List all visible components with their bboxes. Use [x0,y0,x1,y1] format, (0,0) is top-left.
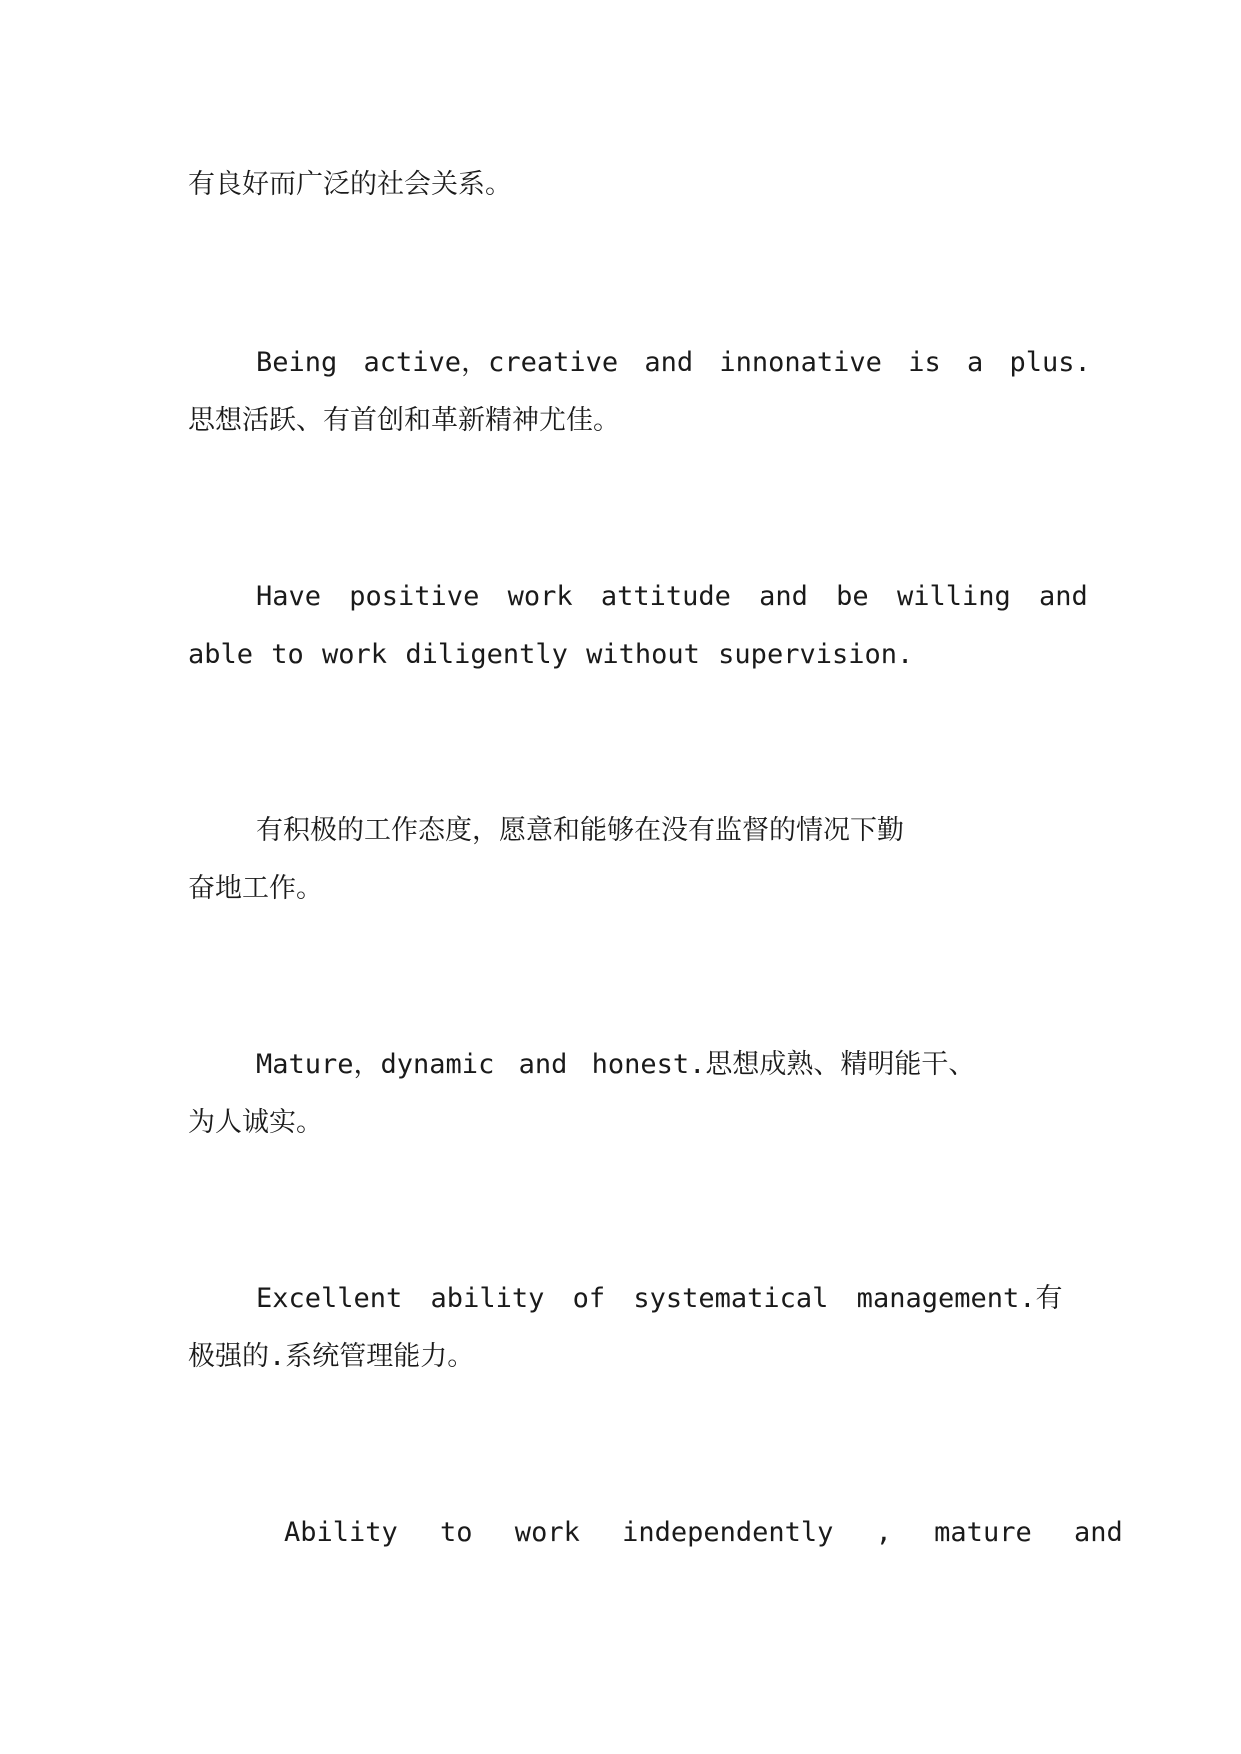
paragraph-line: able to work diligently without supervision. [188,639,914,670]
paragraph-systematic-management [188,1270,1063,1386]
paragraph-line: Mature，dynamic and honest.思想成熟、精明能干、 [256,1049,976,1080]
paragraph-line: Being active，creative and innonative is a plus. [256,347,1091,378]
paragraph-line: Have positive work attitude and be willing and [256,581,1088,612]
paragraph-positive-attitude [188,568,1088,684]
paragraph-social-relations [188,156,1054,214]
paragraph-line: Excellent ability of systematical management.有 [256,1283,1063,1314]
paragraph-line: 有良好而广泛的社会关系。 [188,169,512,200]
paragraph-line: 有积极的工作态度，愿意和能够在没有监督的情况下勤 [256,815,904,846]
paragraph-line: Ability to work independently , mature and [284,1517,1123,1548]
paragraph-active-creative [188,334,1091,450]
paragraph-line: 思想活跃、有首创和革新精神尤佳。 [188,405,620,436]
paragraph-work-independently [188,1504,1123,1562]
paragraph-positive-attitude-zh [188,802,1054,918]
paragraph-mature-dynamic [188,1036,1054,1152]
paragraph-line: 为人诚实。 [188,1107,323,1138]
paragraph-line: 奋地工作。 [188,873,323,904]
paragraph-line: 极强的.系统管理能力。 [188,1341,475,1372]
